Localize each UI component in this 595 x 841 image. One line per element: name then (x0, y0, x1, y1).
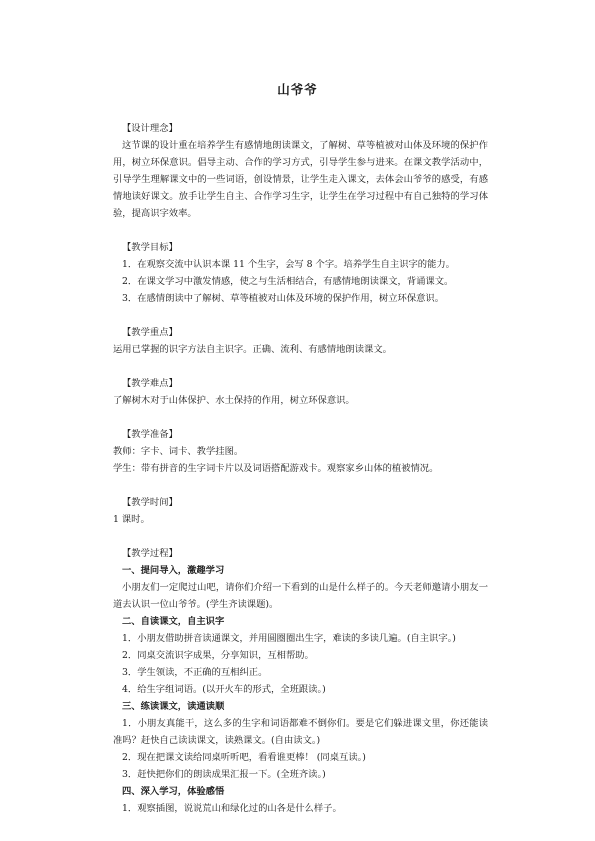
section-4-item: 1．观察插图，说说荒山和绿化过的山各是什么样子。 (122, 803, 342, 814)
difficulty-text: 了解树木对于山体保护、水土保持的作用，树立环保意识。 (113, 395, 355, 406)
design-heading: 【设计理念】 (122, 123, 178, 134)
goals-heading: 【教学目标】 (122, 242, 178, 253)
section-1-title: 一、提问导入，激趣学习 (122, 565, 225, 576)
section-3-item: 3．赶快把你们的朗读成果汇报一下。(全班齐读。) (122, 769, 326, 780)
goal-item: 2．在课文学习中激发情感，使之与生活相结合，有感情地朗读课文，背诵课文。 (122, 276, 454, 287)
document-title: 山爷爷 (277, 82, 318, 97)
section-3-text: 1．小朋友真能干，这么多的生字和词语都难不倒你们。要是它们躲进课文里，你还能读准吗？赶快自己读读课文，读熟课文。(自由读文。) (113, 718, 488, 746)
key-text: 运用已掌握的识字方法自主识字。正确、流利、有感情地朗读课文。 (113, 344, 392, 355)
design-text: 这节课的设计重在培养学生有感情地朗读课文，了解树、草等植被对山体及环境的保护作用，树立环保意识。倡导主动、合作的学习方式，引导学生参与进来。在课文教学活动中，引导学生理解课文中的一些词语，创设情景，让学生走入课文，去体会山爷爷的感受，有感情地读好课文。放手让学生自主、合作学习生字，让学生在学习过程中有自己独特的学习体验，提高识字效率。 (113, 140, 488, 219)
section-3-title: 三、练读课文，读通读顺 (122, 701, 225, 712)
prep-student: 学生：带有拼音的生字词卡片以及词语搭配游戏卡。观察家乡山体的植被情况。 (113, 463, 439, 474)
time-heading: 【教学时间】 (122, 497, 178, 508)
section-2-item: 2．同桌交流识字成果，分享知识，互相帮助。 (122, 650, 314, 661)
prep-teacher: 教师：字卡、词卡、教学挂图。 (113, 446, 244, 457)
key-heading: 【教学重点】 (122, 327, 178, 338)
prep-heading: 【教学准备】 (122, 429, 178, 440)
section-4-title: 四、深入学习，体验感悟 (122, 786, 225, 797)
section-3-item: 2．现在把课文读给同桌听听吧，看看谁更棒！ (同桌互读。) (122, 752, 366, 763)
process-heading: 【教学过程】 (122, 548, 178, 559)
goal-item: 3．在感情朗读中了解树、草等植被对山体及环境的保护作用，树立环保意识。 (122, 293, 445, 304)
section-2-item: 4．给生字组词语。(以开火车的形式，全班跟读。) (122, 684, 326, 695)
document-body (113, 120, 488, 817)
goal-item: 1．在观察交流中认识本课 11 个生字，会写 8 个字。培养学生自主识字的能力。 (122, 259, 455, 270)
time-text: 1 课时。 (113, 514, 150, 525)
section-2-title: 二、自读课文，自主识字 (122, 616, 225, 627)
difficulty-heading: 【教学难点】 (122, 378, 178, 389)
section-1-text: 小朋友们一定爬过山吧，请你们介绍一下看到的山是什么样子的。今天老师邀请小朋友一道去认识一位山爷爷。(学生齐读课题)。 (113, 582, 488, 610)
section-2-item: 1．小朋友借助拼音读通课文，并用圆圈圈出生字，难读的多读几遍。(自主识字。) (122, 633, 456, 644)
section-2-item: 3．学生领读，不正确的互相纠正。 (122, 667, 268, 678)
